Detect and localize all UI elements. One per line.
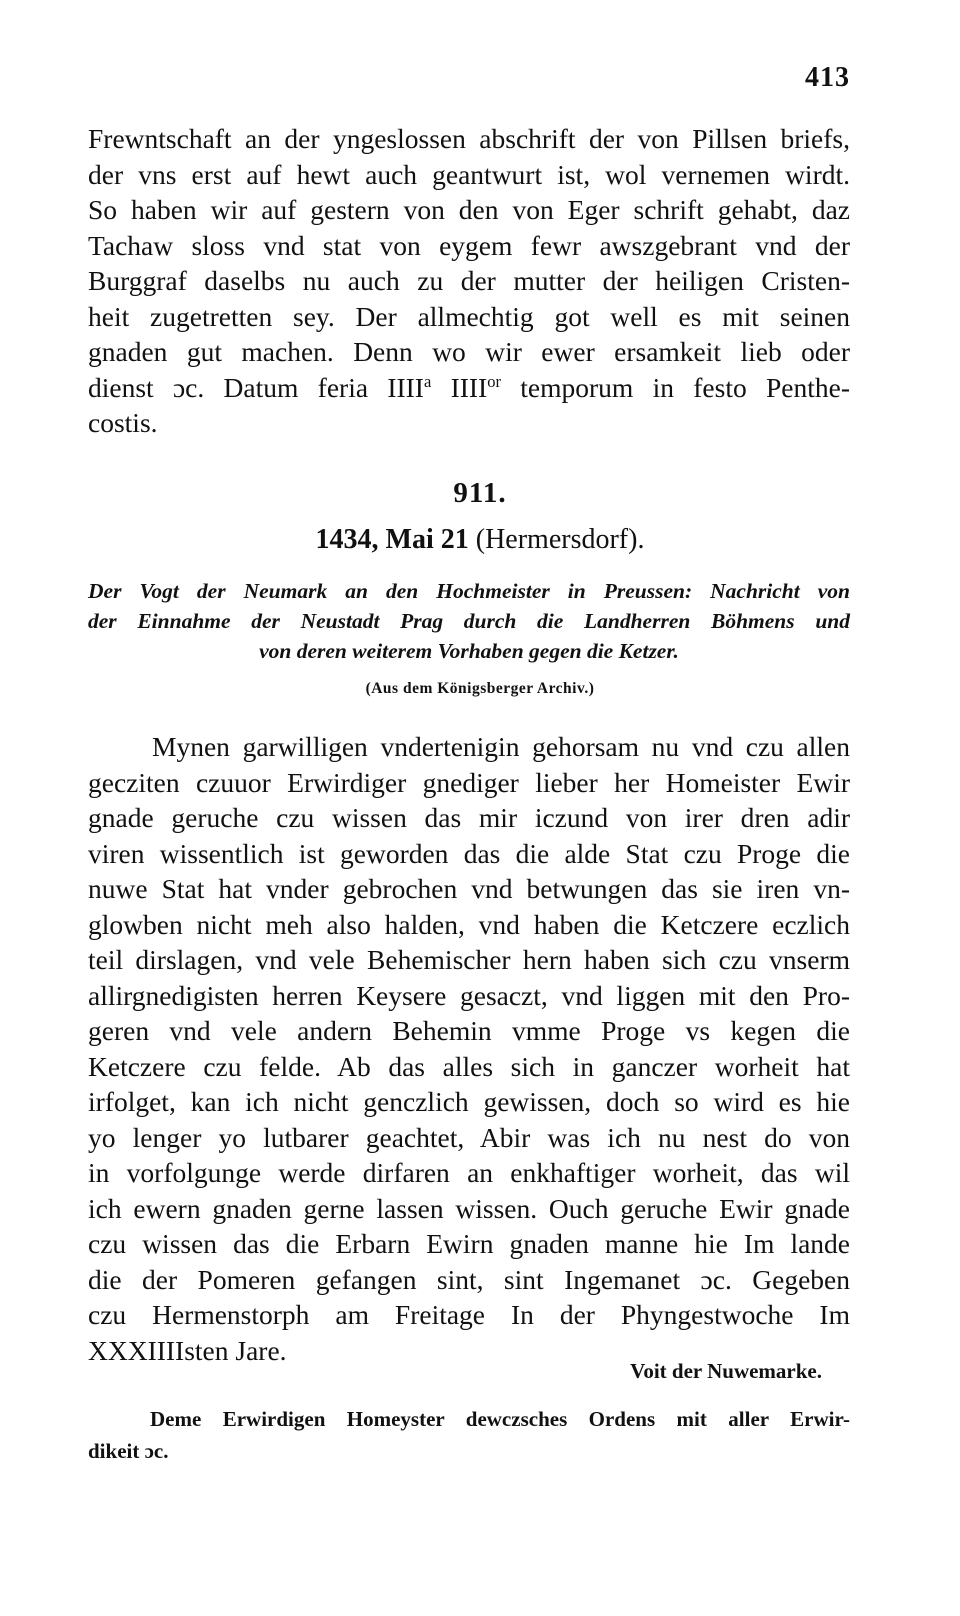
continued-letter-text: [88, 121, 850, 441]
text-line: Burggraf daselbs nu auch zu der mutter der heiligen Cristen-: [88, 265, 850, 296]
text-line: glowben nicht meh also halden, vnd haben die Ketczere eczlich: [88, 908, 850, 940]
text-line: Frewntschaft an der yngeslossen abschrift der von Pillsen briefs,: [88, 123, 850, 154]
archive-source: (Aus dem Königsberger Archiv.): [365, 680, 595, 697]
text-line: Tachaw sloss vnd stat von eygem fewr awszgebrant vnd der: [88, 229, 850, 261]
datum-text-c: temporum in festo Penthe-: [500, 371, 850, 403]
text-line: ich ewern gnaden gerne lassen wissen. Ouch geruche Ewir gnade: [88, 1192, 850, 1224]
text-line: in vorfolgunge werde dirfaren an enkhaftiger worheit, das wil: [88, 1157, 850, 1188]
address-line: dikeit ɔc.: [88, 1439, 169, 1463]
letter-text: [88, 729, 850, 1368]
document-place: (Hermersdorf).: [468, 524, 645, 555]
text-line: costis.: [88, 407, 158, 438]
summary-line: Der Vogt der Neumark an den Hochmeister in Preussen: Nachricht von: [88, 579, 850, 603]
address-line: Deme Erwirdigen Homeyster dewczsches Ordens mit aller Erwir-: [150, 1407, 850, 1431]
document-date: 1434, Mai 21: [315, 524, 469, 555]
text-line-datum: [88, 370, 850, 406]
text-line: allirgnedigisten herren Keysere gesaczt, vnd liggen mit den Pro-: [88, 979, 850, 1011]
text-line: gnade geruche czu wissen das mir iczund von irer dren adir: [88, 802, 850, 833]
page-number: 413: [805, 62, 850, 93]
document-summary: [88, 576, 850, 666]
summary-line: von deren weiterem Vorhaben gegen die Ketzer.: [259, 639, 679, 663]
text-line: XXXIIIIsten Jare.: [88, 1334, 287, 1366]
text-line: Mynen garwilligen vndertenigin gehorsam nu vnd czu allen: [152, 731, 850, 762]
text-line: gnaden gut machen. Denn wo wir ewer ersamkeit lieb oder: [88, 336, 850, 367]
datum-text-b: IIII: [431, 371, 488, 403]
text-line: yo lenger yo lutbarer geachtet, Abir was ich nu nest do von: [88, 1121, 850, 1153]
text-line: nuwe Stat hat vnder gebrochen vnd betwungen das sie iren vn-: [88, 873, 850, 904]
text-line: So haben wir auf gestern von den von Eger schrift gehabt, daz: [88, 194, 850, 225]
summary-line: der Einnahme der Neustadt Prag durch die Landherren Böhmens und: [88, 609, 850, 633]
text-line: czu Hermenstorph am Freitage In der Phyngestwoche Im: [88, 1299, 850, 1330]
text-line: irfolget, kan ich nicht genczlich gewissen, doch so wird es hie: [88, 1086, 850, 1117]
document-number: 911.: [453, 477, 507, 509]
document-date-heading: [0, 524, 960, 556]
text-line: der vns erst auf hewt auch geantwurt ist, wol vernemen wirdt.: [88, 158, 850, 190]
text-line: geren vnd vele andern Behemin vmme Proge vs kegen die: [88, 1015, 850, 1046]
superscript-or: or: [487, 371, 501, 391]
text-line: teil dirslagen, vnd vele Behemischer hern haben sich czu vnserm: [88, 944, 850, 975]
signature: Voit der Nuwemarke.: [630, 1359, 822, 1383]
text-line: Ketczere czu felde. Ab das alles sich in ganczer worheit hat: [88, 1050, 850, 1082]
letter-address: [88, 1403, 850, 1467]
datum-text-a: dienst ɔc. Datum feria IIII: [88, 371, 424, 403]
text-line: gecziten czuuor Erwirdiger gnediger lieber her Homeister Ewir: [88, 766, 850, 798]
text-line: die der Pomeren gefangen sint, sint Ingemanet ɔc. Gegeben: [88, 1263, 850, 1295]
text-line: viren wissentlich ist geworden das die alde Stat czu Proge die: [88, 837, 850, 869]
text-line: heit zugetretten sey. Der allmechtig got well es mit seinen: [88, 300, 850, 332]
text-line: czu wissen das die Erbarn Ewirn gnaden manne hie Im lande: [88, 1228, 850, 1259]
superscript-a: a: [423, 371, 432, 391]
